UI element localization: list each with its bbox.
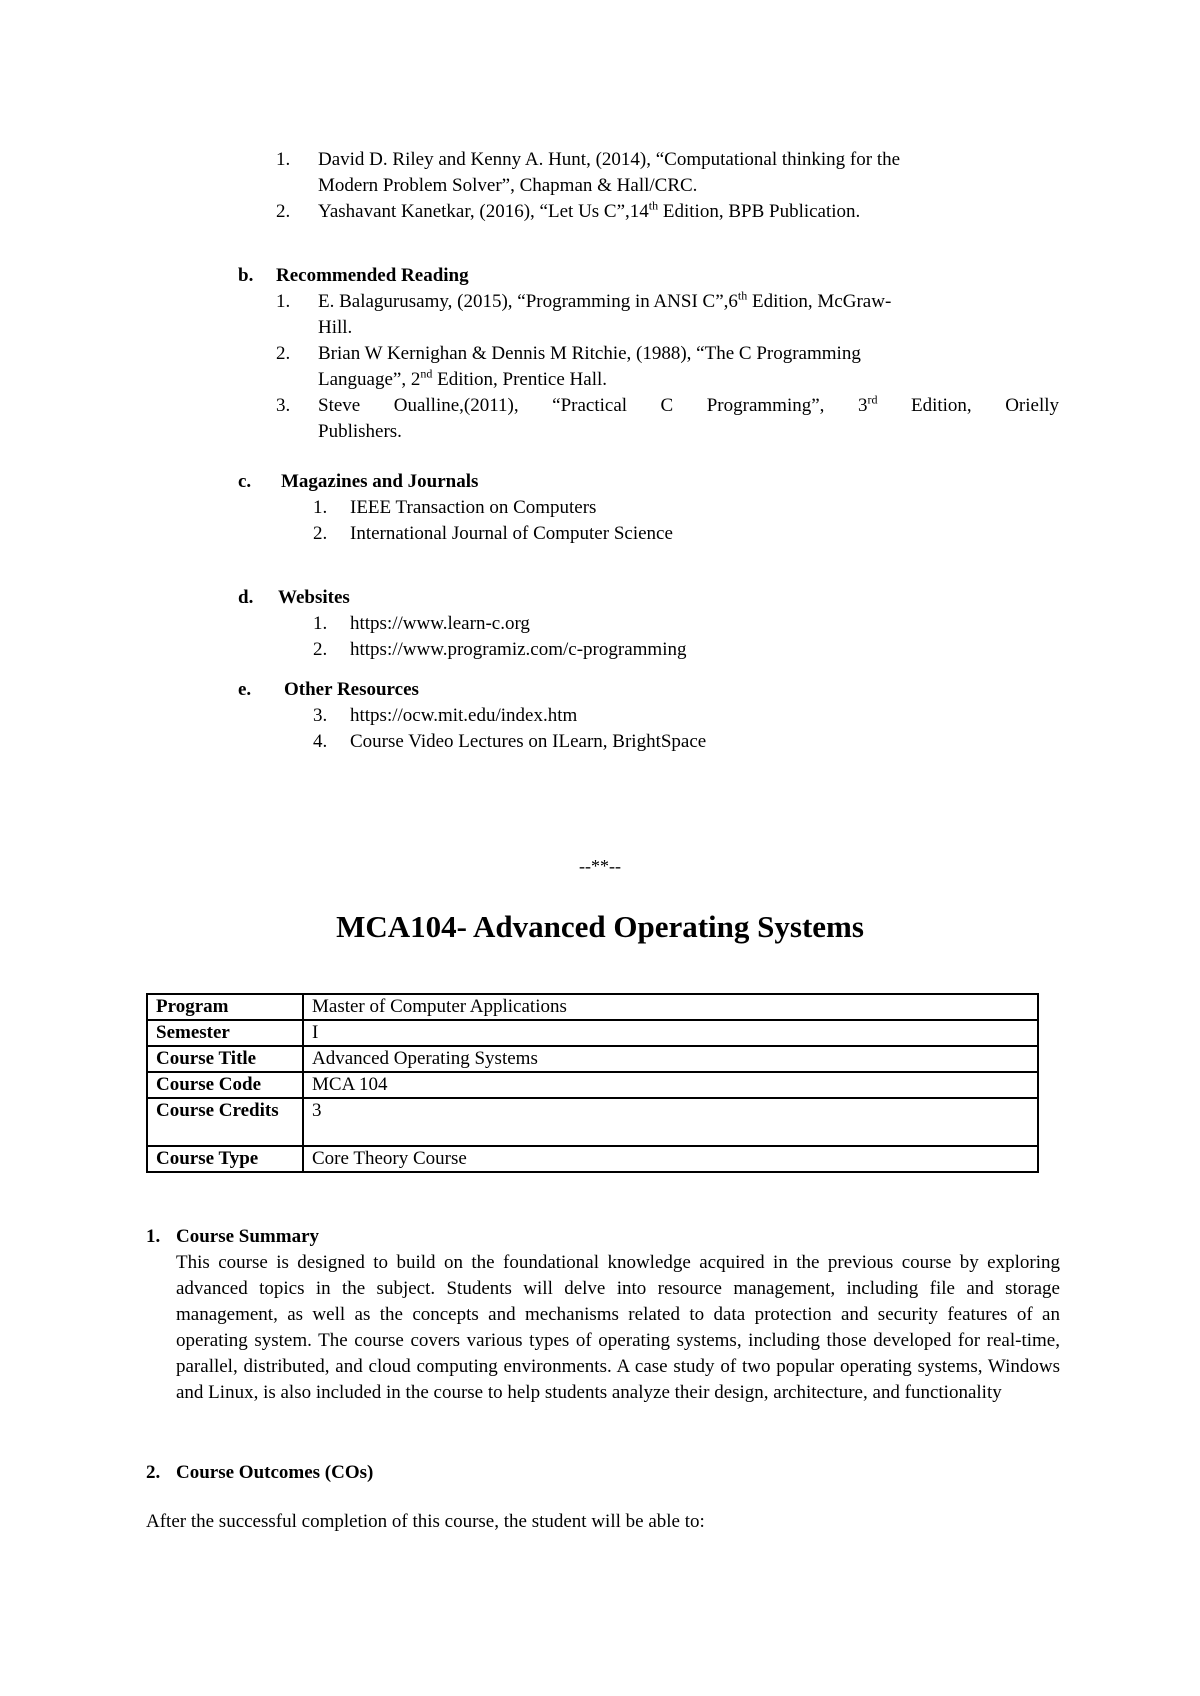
table-row xyxy=(147,994,1038,1020)
website-link[interactable]: https://www.programiz.com/c-programming xyxy=(350,639,687,660)
section-heading: Websites xyxy=(278,587,350,608)
table-label: Program xyxy=(147,994,303,1020)
list-item: David D. Riley and Kenny A. Hunt, (2014), “Computational thinking for the xyxy=(318,149,901,170)
table-value: I xyxy=(303,1020,1038,1046)
list-item-continued: Language”, 2nd Edition, Prentice Hall. xyxy=(318,366,607,390)
list-number: 1. xyxy=(313,613,328,634)
table-label: Course Code xyxy=(147,1072,303,1098)
list-item: Steve Oualline,(2011), “Practical C Programming”, 3rd Edition, Orielly xyxy=(318,392,1060,416)
list-number: 2. xyxy=(313,639,328,660)
list-number: 2. xyxy=(276,201,291,222)
section-number: 2. xyxy=(146,1462,161,1483)
list-item-continued: Modern Problem Solver”, Chapman & Hall/CRC. xyxy=(318,175,698,196)
list-number: 1. xyxy=(276,291,291,312)
section-letter: e. xyxy=(238,679,252,700)
table-value: MCA 104 xyxy=(303,1072,1038,1098)
section-heading: Course Outcomes (COs) xyxy=(176,1462,374,1483)
website-link[interactable]: https://ocw.mit.edu/index.htm xyxy=(350,705,578,726)
table-label: Course Type xyxy=(147,1146,303,1172)
list-item: Yashavant Kanetkar, (2016), “Let Us C”,14th Edition, BPB Publication. xyxy=(318,198,861,222)
list-number: 2. xyxy=(313,523,328,544)
list-item: Course Video Lectures on ILearn, BrightSpace xyxy=(350,731,707,752)
course-summary-text: This course is designed to build on the foundational knowledge acquired in the previous course by exploring advanced topics in the subject. Students will delve into resource management, including file and storage management, as well as the concepts and mechanisms related to data protection and security features of an operating system. The course covers various types of operating systems, including those developed for real-time, parallel, distributed, and cloud computing environments. A case study of two popular operating systems, Windows and Linux, is also included in the course to help students analyze their design, architecture, and functionality xyxy=(176,1252,1060,1403)
list-number: 4. xyxy=(313,731,328,752)
outcomes-intro: After the successful completion of this course, the student will be able to: xyxy=(146,1511,705,1532)
website-link[interactable]: https://www.learn-c.org xyxy=(350,613,530,634)
table-value: Core Theory Course xyxy=(303,1146,1038,1172)
section-letter: c. xyxy=(238,471,252,492)
section-number: 1. xyxy=(146,1226,161,1247)
list-number: 2. xyxy=(276,343,291,364)
table-row xyxy=(147,1020,1038,1046)
table-row xyxy=(147,1072,1038,1098)
table-row xyxy=(147,1046,1038,1072)
table-label: Semester xyxy=(147,1020,303,1046)
table-value: Advanced Operating Systems xyxy=(303,1046,1038,1072)
list-item-continued: Hill. xyxy=(318,317,353,338)
list-number: 1. xyxy=(276,149,291,170)
section-separator: --**-- xyxy=(579,856,621,876)
section-heading: Magazines and Journals xyxy=(281,471,479,492)
list-item: International Journal of Computer Science xyxy=(350,523,673,544)
table-label: Course Title xyxy=(147,1046,303,1072)
table-row xyxy=(147,1146,1038,1172)
list-item: Brian W Kernighan & Dennis M Ritchie, (1988), “The C Programming xyxy=(318,343,861,364)
section-letter: d. xyxy=(238,587,254,608)
section-letter: b. xyxy=(238,265,254,286)
table-value: Master of Computer Applications xyxy=(303,994,1038,1020)
course-info-table xyxy=(146,993,1039,1173)
list-item: IEEE Transaction on Computers xyxy=(350,497,597,518)
list-number: 1. xyxy=(313,497,328,518)
list-item: E. Balagurusamy, (2015), “Programming in ANSI C”,6th Edition, McGraw- xyxy=(318,288,892,312)
list-item-continued: Publishers. xyxy=(318,421,402,442)
section-heading: Course Summary xyxy=(176,1226,320,1247)
list-number: 3. xyxy=(313,705,328,726)
table-label: Course Credits xyxy=(147,1098,303,1146)
table-value: 3 xyxy=(303,1098,1038,1146)
section-heading: Recommended Reading xyxy=(276,265,469,286)
list-number: 3. xyxy=(276,395,291,416)
section-heading: Other Resources xyxy=(284,679,419,700)
page-title: MCA104- Advanced Operating Systems xyxy=(336,909,864,944)
table-row xyxy=(147,1098,1038,1146)
